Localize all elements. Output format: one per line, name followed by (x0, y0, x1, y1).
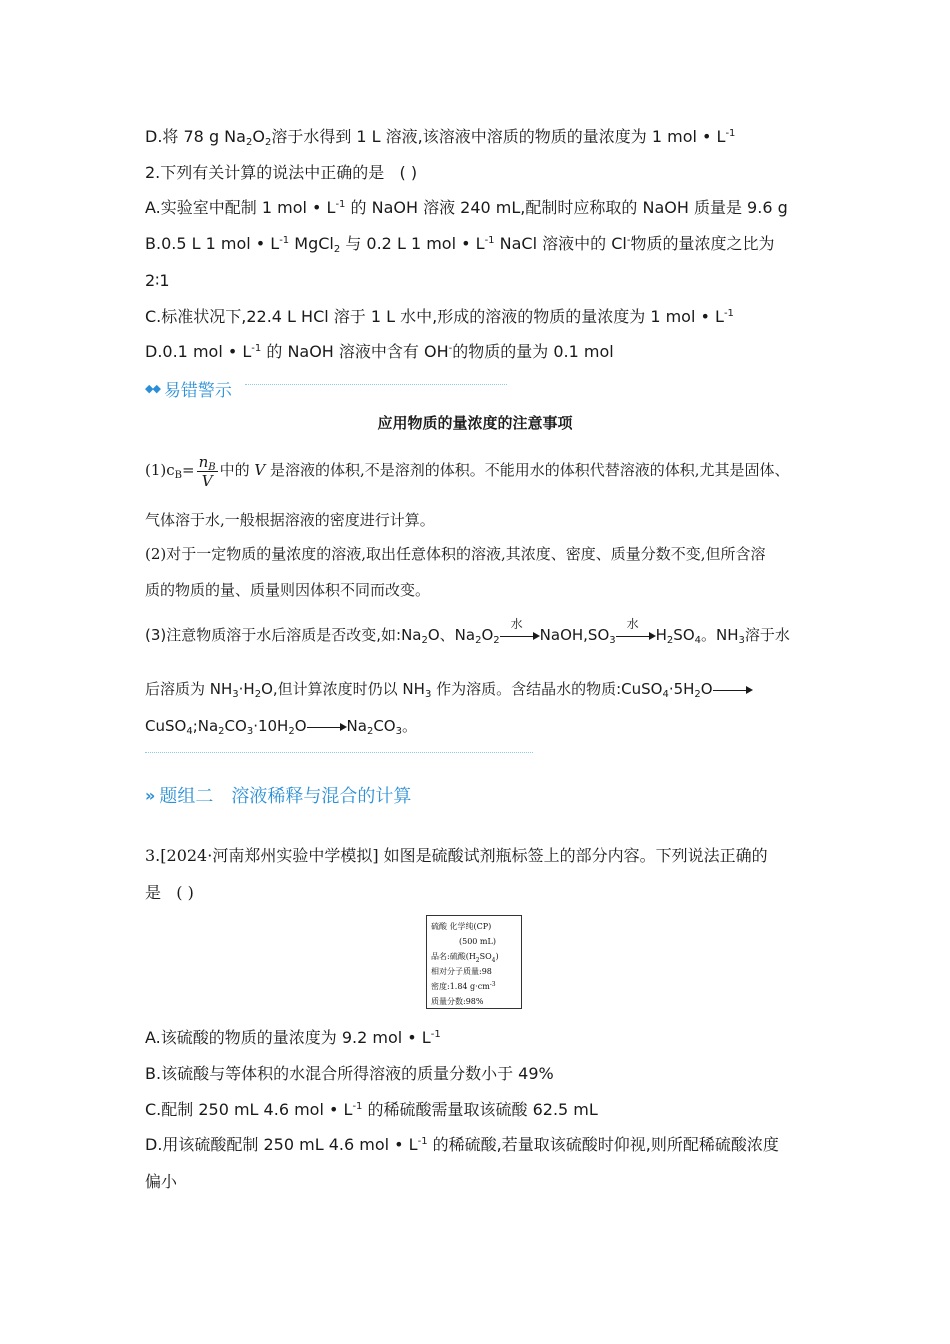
tip-point-3-cont: 后溶质为 $NH_3\cdot H_2O$,但计算浓度时仍以 $NH_3$ 作为溶质。含结晶水的物质$:CuSO_4\cdot 5H_2O$ (145, 678, 753, 700)
q3-option-a: A.该硫酸的物质的量浓度为 9.2 mol • $L^{-1}$ (145, 1028, 441, 1047)
tip-title: 应用物质的量浓度的注意事项 (377, 414, 573, 432)
q3-stem-cont: 是 ( ) (145, 883, 194, 902)
q3-option-c: C.配制 250 mL 4.6 mol • $L^{-1}$ 的稀硫酸需量取该硫酸 62.5 mL (145, 1100, 598, 1119)
reaction-arrow: 水 (616, 629, 656, 643)
double-chevron-icon: » (145, 785, 156, 805)
q2-option-c: C.标准状况下,22.4 L HCl 溶于 1 L 水中,形成的溶液的物质的量浓度为 1 mol • $L^{-1}$ (145, 307, 734, 326)
tip-point-1-cont: 气体溶于水,一般根据溶液的密度进行计算。 (145, 511, 435, 529)
section-heading: » 题组二 溶液稀释与混合的计算 (145, 785, 412, 807)
tip-point-3-end: $CuSO_4;Na_2CO_3\cdot 10H_2O$ $Na_2CO_3$。 (145, 717, 417, 737)
tip-heading: ◆◆ 易错警示 (145, 381, 232, 401)
tip-bottom-divider (145, 752, 533, 753)
tip-point-3: (3)注意物质溶于水后溶质是否改变,如$:Na_2O$、$Na_2O_2$ 水 $NaOH,SO_3$ 水 $H_2SO_4$。$NH_3$溶于水 (145, 616, 790, 646)
tip-point-1: $(1)c_B=$ $\frac{n_B}{V}$ 中的 V 是溶液的体积,不是溶剂的体积。不能用水的体积代替溶液的体积,尤其是固体、 (145, 452, 790, 490)
label-line-molar-mass: 相对分子质量:98 (431, 967, 492, 976)
q3-option-d-cont: 偏小 (145, 1172, 178, 1191)
answer-paren: ( ) (176, 883, 194, 902)
q3-option-d: D.用该硫酸配制 250 mL 4.6 mol • $L^{-1}$ 的稀硫酸,若量取该硫酸时仰视,则所配稀硫酸浓度 (145, 1135, 779, 1154)
label-line-density: 密度:1.84 $g\cdot cm^{-3}$ (431, 981, 496, 991)
q2-option-d: D.0.1 mol • $L^{-1}$ 的 NaOH 溶液中含有 OH-的物质的量为 0.1 mol (145, 342, 614, 361)
reaction-arrow: 水 (500, 629, 540, 643)
answer-paren: ( ) (399, 163, 418, 182)
tip-top-divider (245, 384, 507, 385)
q2-option-a: A.实验室中配制 1 mol • $L^{-1}$ 的 NaOH 溶液 240 mL,配制时应称取的 NaOH 质量是 9.6 g (145, 198, 788, 217)
reaction-arrow (307, 720, 347, 734)
label-line-name: 硫酸 化学纯(CP) (431, 922, 492, 931)
q2-stem: 2.下列有关计算的说法中正确的是 ( ) (145, 163, 418, 182)
reaction-arrow (713, 683, 753, 697)
sulfuric-acid-label-image (426, 915, 522, 1009)
q3-stem: 3.[2024·河南郑州实验中学模拟] 如图是硫酸试剂瓶标签上的部分内容。下列说法正确的 (145, 846, 768, 865)
diamond-icon: ◆◆ (145, 382, 160, 395)
label-line-product: 品名:硫酸$(H_2SO_4)$ (431, 952, 499, 964)
q2-option-b: B.0.5 L 1 mol • $L^{-1}$ MgCl$_2$ 与 0.2 L 1 mol • $L^{-1}$ NaCl 溶液中的 Cl-物质的量浓度之比为 (145, 234, 775, 255)
label-line-volume: (500 mL) (459, 937, 496, 946)
q3-option-b: B.该硫酸与等体积的水混合所得溶液的质量分数小于 49% (145, 1064, 554, 1083)
q1-option-d: D.将 78 g $Na_2O_2$溶于水得到 1 L 溶液,该溶液中溶质的物质的量浓度为 1 mol • $L^{-1}$ (145, 127, 736, 148)
tip-point-2: (2)对于一定物质的量浓度的溶液,取出任意体积的溶液,其浓度、密度、质量分数不变,但所含溶 (145, 545, 766, 563)
q2-option-b-cont: 2∶1 (145, 271, 170, 290)
fraction-nb-over-v: $\frac{n_B}{V}$ (198, 452, 216, 490)
tip-point-2-cont: 质的物质的量、质量则因体积不同而改变。 (145, 581, 431, 599)
label-line-mass-fraction: 质量分数:98% (431, 997, 484, 1006)
